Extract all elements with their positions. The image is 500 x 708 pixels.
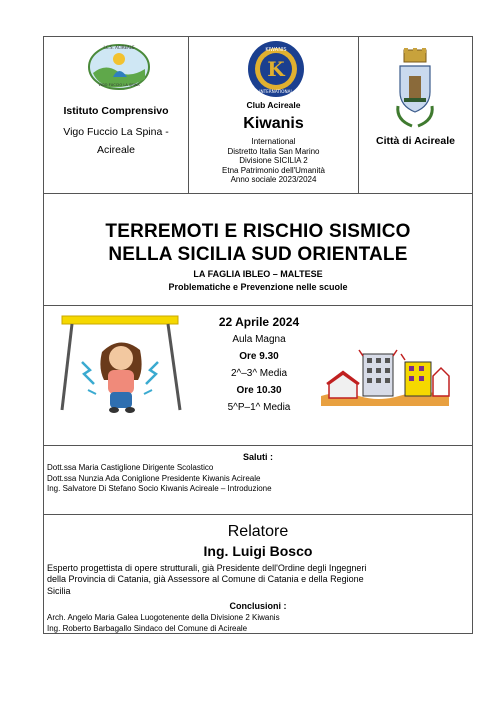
main-title xyxy=(44,220,472,266)
city-crest xyxy=(392,48,438,130)
relatore-label: Relatore xyxy=(227,523,289,540)
event-time-1: Ore 9.30 xyxy=(239,351,279,362)
kiwanis-logo-top-text: KIWANIS xyxy=(265,47,287,53)
conclusioni-item: Arch. Angelo Maria Galea Luogotenente della Divisione 2 Kiwanis xyxy=(47,613,280,622)
kiwanis-logo xyxy=(247,40,305,98)
relatore-desc-line: della Provincia di Catania, già Assessore al Comune di Catania e della Regione xyxy=(47,574,364,585)
kiwanis-details xyxy=(189,137,358,185)
event-date: 22 Aprile 2024 xyxy=(218,315,300,329)
school-line1: Vigo Fuccio La Spina - xyxy=(63,126,169,138)
saluti-item: Dott.ssa Nunzia Ada Coniglione Presidente Kiwanis Acireale xyxy=(47,473,261,483)
school-cell xyxy=(44,37,189,193)
kiwanis-title: Kiwanis xyxy=(243,115,304,132)
relatore-row xyxy=(44,515,472,635)
subtitle-prevention: Problematiche e Prevenzione nelle scuole xyxy=(168,282,348,292)
school-logo xyxy=(87,43,151,91)
event-group-2: 5^P–1^ Media xyxy=(227,402,291,413)
school-name: Istituto Comprensivo xyxy=(63,105,169,117)
event-details xyxy=(184,314,334,416)
title-row xyxy=(44,194,472,306)
conclusioni-list xyxy=(47,613,280,634)
header-row xyxy=(44,37,472,194)
shaking-buildings-illustration xyxy=(319,346,451,406)
relatore-desc-line: Sicilia xyxy=(47,585,71,596)
event-time-2: Ore 10.30 xyxy=(236,385,282,396)
event-row xyxy=(44,306,472,445)
saluti-list xyxy=(47,463,272,495)
child-under-table-illustration xyxy=(58,310,186,418)
conclusioni-title: Conclusioni : xyxy=(229,601,287,611)
relatore-name: Ing. Luigi Bosco xyxy=(203,543,313,559)
kiwanis-line: International xyxy=(251,137,296,146)
event-group-1: 2^–3^ Media xyxy=(230,368,288,379)
school-location xyxy=(44,123,188,159)
school-line2: Acireale xyxy=(97,144,135,156)
event-place: Aula Magna xyxy=(232,334,286,345)
kiwanis-line: Divisione SICILIA 2 xyxy=(239,156,308,165)
kiwanis-logo-bottom-text: INTERNATIONAL xyxy=(259,89,293,94)
subtitle-fault: LA FAGLIA IBLEO – MALTESE xyxy=(193,269,323,279)
title-line1: TERREMOTI E RISCHIO SISMICO xyxy=(105,221,411,242)
city-name: Città di Acireale xyxy=(376,135,455,147)
kiwanis-cell xyxy=(189,37,359,193)
saluti-item: Dott.ssa Maria Castiglione Dirigente Scolastico xyxy=(47,463,214,472)
club-name: Club Acireale xyxy=(246,100,301,110)
title-line2: NELLA SICILIA SUD ORIENTALE xyxy=(108,244,408,265)
kiwanis-line: Anno sociale 2023/2024 xyxy=(230,175,317,184)
poster-frame xyxy=(43,36,473,634)
school-logo-bottom-text: VIGO FUCCIO LA SPINA xyxy=(98,83,140,87)
city-cell xyxy=(359,37,472,193)
kiwanis-line: Distretto Italia San Marino xyxy=(227,146,320,156)
saluti-item: Ing. Salvatore Di Stefano Socio Kiwanis Acireale – Introduzione xyxy=(47,484,272,493)
school-logo-text: I.C.S. ACIREALE xyxy=(103,45,135,50)
relatore-desc-line: Esperto progettista di opere strutturali, già Presidente dell'Ordine degli Ingegneri xyxy=(47,563,367,573)
svg-text:K: K xyxy=(267,57,285,81)
conclusioni-item: Ing. Roberto Barbagallo Sindaco del Comune di Acireale xyxy=(47,623,248,633)
kiwanis-line: Etna Patrimonio dell'Umanità xyxy=(222,165,325,175)
saluti-title: Saluti : xyxy=(242,452,273,462)
saluti-row xyxy=(44,445,472,515)
relatore-description xyxy=(47,563,465,597)
